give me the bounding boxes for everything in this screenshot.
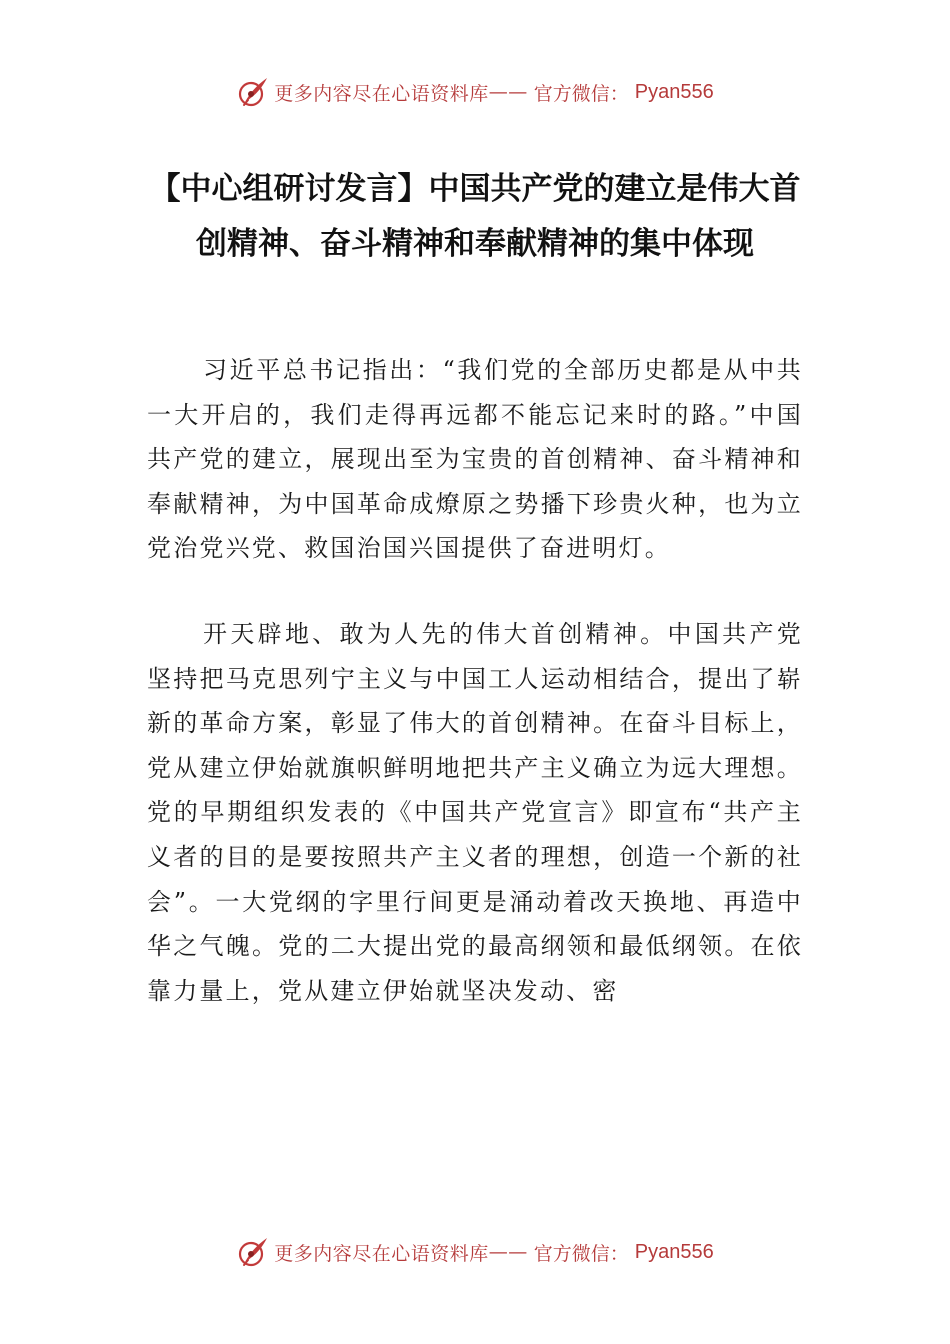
banner-wechat-id: Pyan556 bbox=[634, 80, 714, 103]
body-paragraph-2: 开天辟地、敢为人先的伟大首创精神。中国共产党坚持把马克思列宁主义与中国工人运动相结合，提出了崭新的革命方案，彰显了伟大的首创精神。在奋斗目标上，党从建立伊始就旗帜鲜明地把共产主义确立为远大理想。党的早期组织发表的《中国共产党宣言》即宣布“共产主义者的目的是要按照共产主义者的理想，创造一个新的社会”。一大党纲的字里行间更是涌动着改天换地、再造中华之气魄。党的二大提出党的最高纲领和最低纲领。在依靠力量上，党从建立伊始就坚决发动、密 bbox=[147, 620, 803, 1005]
banner-wechat-id: Pyan556 bbox=[634, 1240, 714, 1263]
quill-logo-icon bbox=[236, 1235, 270, 1269]
document-title: 【中心组研讨发言】中国共产党的建立是伟大首创精神、奋斗精神和奉献精神的集中体现 bbox=[149, 171, 801, 262]
banner-site-text: 更多内容尽在心语资料库 bbox=[274, 82, 489, 105]
quill-logo-icon bbox=[236, 75, 270, 109]
banner-site-text: 更多内容尽在心语资料库 bbox=[274, 1242, 489, 1265]
banner-wechat-label: 官方微信： bbox=[533, 1242, 629, 1265]
body-paragraph-1: 习近平总书记指出：“我们党的全部历史都是从中共一大开启的，我们走得再远都不能忘记来时的路。”中国共产党的建立，展现出至为宝贵的首创精神、奋斗精神和奉献精神，为中国革命成燎原之势播下珍贵火种，也为立党治党兴党、救国治国兴国提供了奋进明灯。 bbox=[147, 356, 803, 563]
header-banner bbox=[0, 72, 950, 112]
banner-separator: —— bbox=[488, 81, 528, 103]
banner-wechat-label: 官方微信： bbox=[533, 82, 629, 105]
footer-banner bbox=[0, 1232, 950, 1272]
banner-separator: —— bbox=[488, 1241, 528, 1263]
